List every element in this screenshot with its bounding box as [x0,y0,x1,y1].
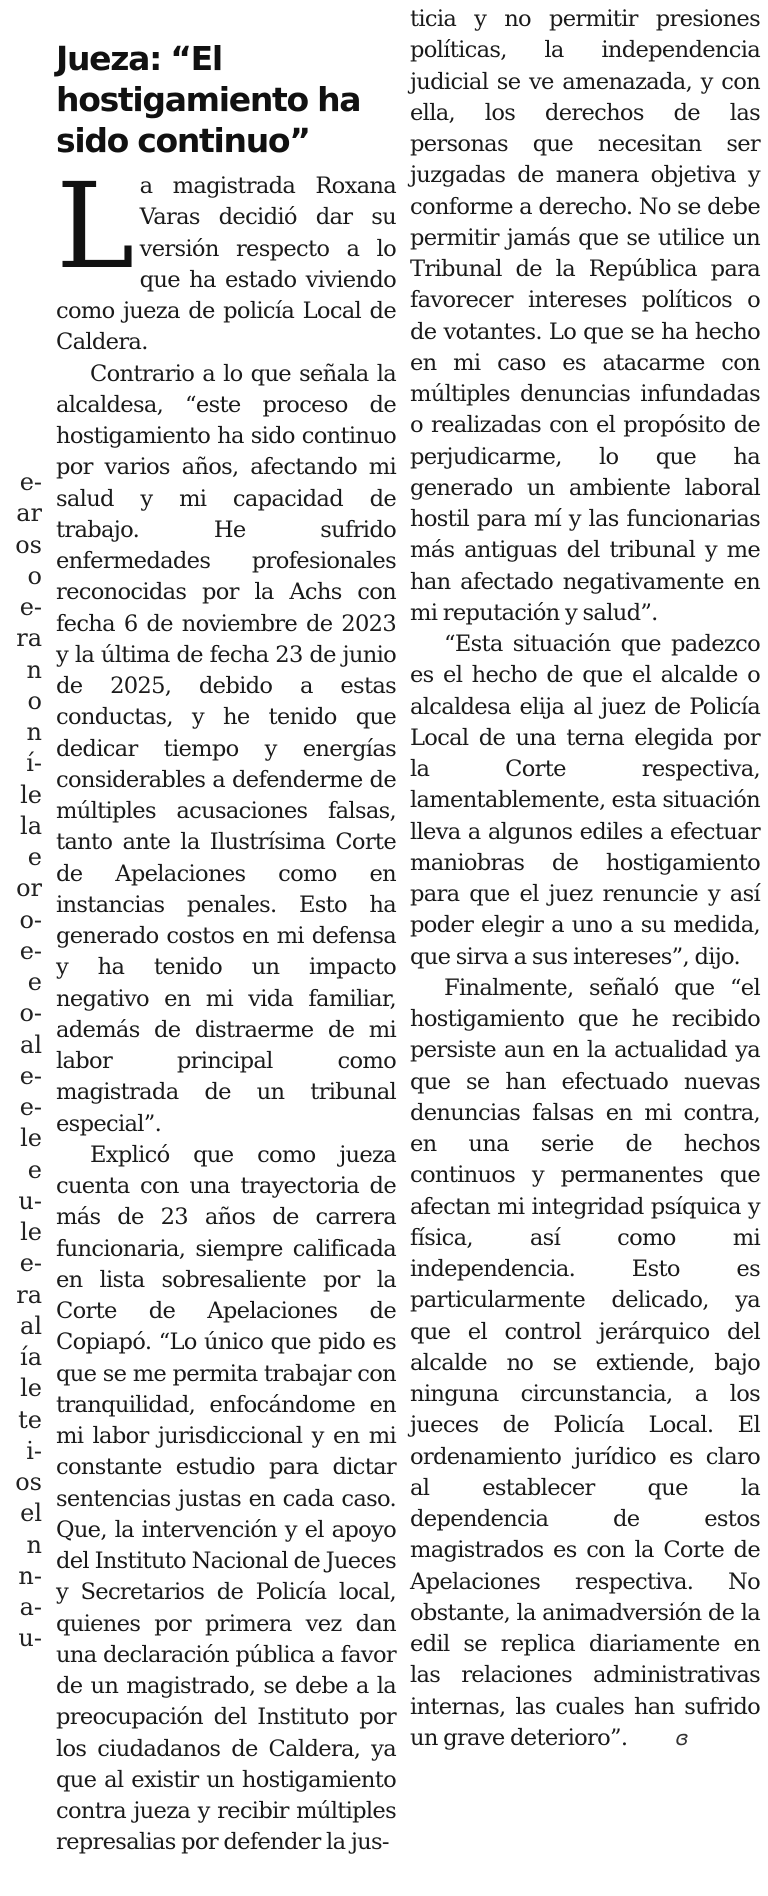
drop-cap: L [56,157,134,295]
article-paragraph: Contrario a lo que señala la alcaldesa, “este proceso de hostigamiento ha sido continuo por varios años, afectando mi salud y mi capacidad de trabajo. He sufrido enfermedades profesionales reconocidas por la Achs con fecha 6 de noviembre de 2023 y la última de fecha 23 de junio de 2025, debido a estas conductas, y he tenido que dedicar tiempo y energías considerables a defenderme de múltiples acusaciones falsas, tanto ante la Ilustrísima Corte de Apelaciones como en instancias penales. Esto ha generado costos en mi defensa y ha tenido un impacto negativo en mi vida familiar, además de distraerme de mi labor principal como magistrada de un tribunal especial”. [56,360,396,1137]
article-column-1 [56,0,396,1859]
article-paragraph: “Esta situación que padezco es el hecho de que el alcalde o alcaldesa elija al juez de Policía Local de una terna elegida por la Corte respectiva, lamentablemente, esta situación lleva a algunos ediles a efectuar maniobras de hostigamiento para que el juez renuncie y así poder elegir a uno a su medida, que sirva a sus intereses”, dijo. [410,631,760,970]
lead-text: a magistrada Roxana Varas decidió dar su versión respecto a lo que ha estado viviendo como jueza de policía Local de Caldera. [56,173,396,356]
adjacent-column-fragment: e- [19,468,42,496]
adjacent-column-fragment: os [15,1468,42,1496]
article-paragraph-continued: ticia y no permitir presiones políticas, la independencia judicial se ve amenazada, y con ella, los derechos de las personas que necesitan ser juzgadas de manera objetiva y conforme a derecho. No se debe permitir jamás que se utilice un Tribunal de la República para favorecer intereses políticos o de votantes. Lo que se ha hecho en mi caso es atacarme con múltiples denuncias infundadas o realizadas con el propósito de perjudicarme, lo que ha generado un ambiente laboral hostil para mí y las funcionarias más antiguas del tribunal y me han afectado negativamente en mi reputación y salud”. [410,6,760,626]
adjacent-column-fragment: or [16,874,42,903]
adjacent-column-fragment: e- [19,593,42,621]
end-of-article-icon: ɞ [675,1725,688,1750]
adjacent-column-fragment: al [20,1311,42,1340]
adjacent-column-fragment: ra [16,624,42,653]
adjacent-column-fragment: n- [18,1561,42,1590]
adjacent-column-fragment: la [20,811,42,840]
adjacent-column-fragment: ra [16,1280,42,1309]
adjacent-column-fragment: n [26,655,42,684]
adjacent-column-fragment: o [27,561,42,590]
adjacent-column-fragment: le [20,780,42,809]
adjacent-column-fragments [0,0,46,1896]
adjacent-column-fragment: u- [18,1624,42,1653]
adjacent-column-fragment: e- [19,936,42,965]
adjacent-column-fragment: e [27,1155,42,1184]
adjacent-column-fragment: os [15,530,42,559]
lead-paragraph [56,157,396,359]
adjacent-column-fragment: o- [19,999,42,1028]
adjacent-column-fragment: e [27,843,42,871]
adjacent-column-fragment: a- [19,1593,42,1621]
adjacent-column-fragment: e- [19,1249,42,1278]
article-paragraph: Explicó que como jueza cuenta con una trayectoria de más de 23 años de carrera funcionaria, siempre calificada en lista sobresaliente por la Corte de Apelaciones de Copiapó. “Lo único que pido es que se me permita trabajar con tranquilidad, enfocándome en mi labor jurisdiccional y en mi constante estudio para dictar sentencias justas en cada caso. Que, la intervención y el apoyo del Instituto Nacional de Jueces y Secretarios de Policía local, quienes por primera vez dan una declaración pública a favor de un magistrado, se debe a la preocupación del Instituto por los ciudadanos de Caldera, ya que al existir un hostigamiento contra jueza y recibir múltiples represalias por defender la jus- [56,1141,396,1856]
adjacent-column-fragment: ía [20,1343,42,1371]
adjacent-column-fragment: le [20,1218,42,1246]
adjacent-column-fragment: í- [26,749,42,778]
adjacent-column-fragment: e- [19,1061,42,1090]
final-paragraph-text: Finalmente, señaló que “el hostigamiento que he recibido persiste aun en la actualidad ya que se han efectuado nuevas denuncias falsas en mi contra, en una serie de hechos continuos y permanentes que afectan mi integridad psíquica y física, así como mi independencia. Esto es particularmente delicado, ya que el control jerárquico del alcalde no se extiende, bajo ninguna circunstancia, a los jueces de Policía Local. El ordenamiento jurídico es claro al establecer que la dependencia de estos magistrados es con la Corte de Apelaciones respectiva. No obstante, la animadversión de la edil se replica diariamente en las relaciones administrativas internas, las cuales han sufrido un grave deterioro”. [410,974,760,1751]
article-headline: Jueza: “El hostigamiento ha sido continuo” [56,39,361,160]
adjacent-column-fragment: el [20,1499,42,1528]
adjacent-column-fragment: i- [26,1436,42,1465]
adjacent-column-fragment: o [27,686,42,715]
adjacent-column-fragment: te [18,1405,42,1434]
adjacent-column-fragment: e [27,968,42,996]
adjacent-column-fragment: u- [18,1186,42,1215]
adjacent-column-fragment: o- [19,905,42,934]
article-column-2 [410,0,760,1754]
article-paragraph-final [410,973,760,1754]
adjacent-column-fragment: le [20,1374,42,1403]
adjacent-column-fragment: al [20,1030,42,1059]
adjacent-column-fragment: n [26,718,42,746]
adjacent-column-fragment: le [20,1124,42,1153]
adjacent-column-fragment: ar [16,499,42,528]
adjacent-column-fragment: e- [19,1093,42,1121]
adjacent-column-fragment: n [26,1530,42,1559]
